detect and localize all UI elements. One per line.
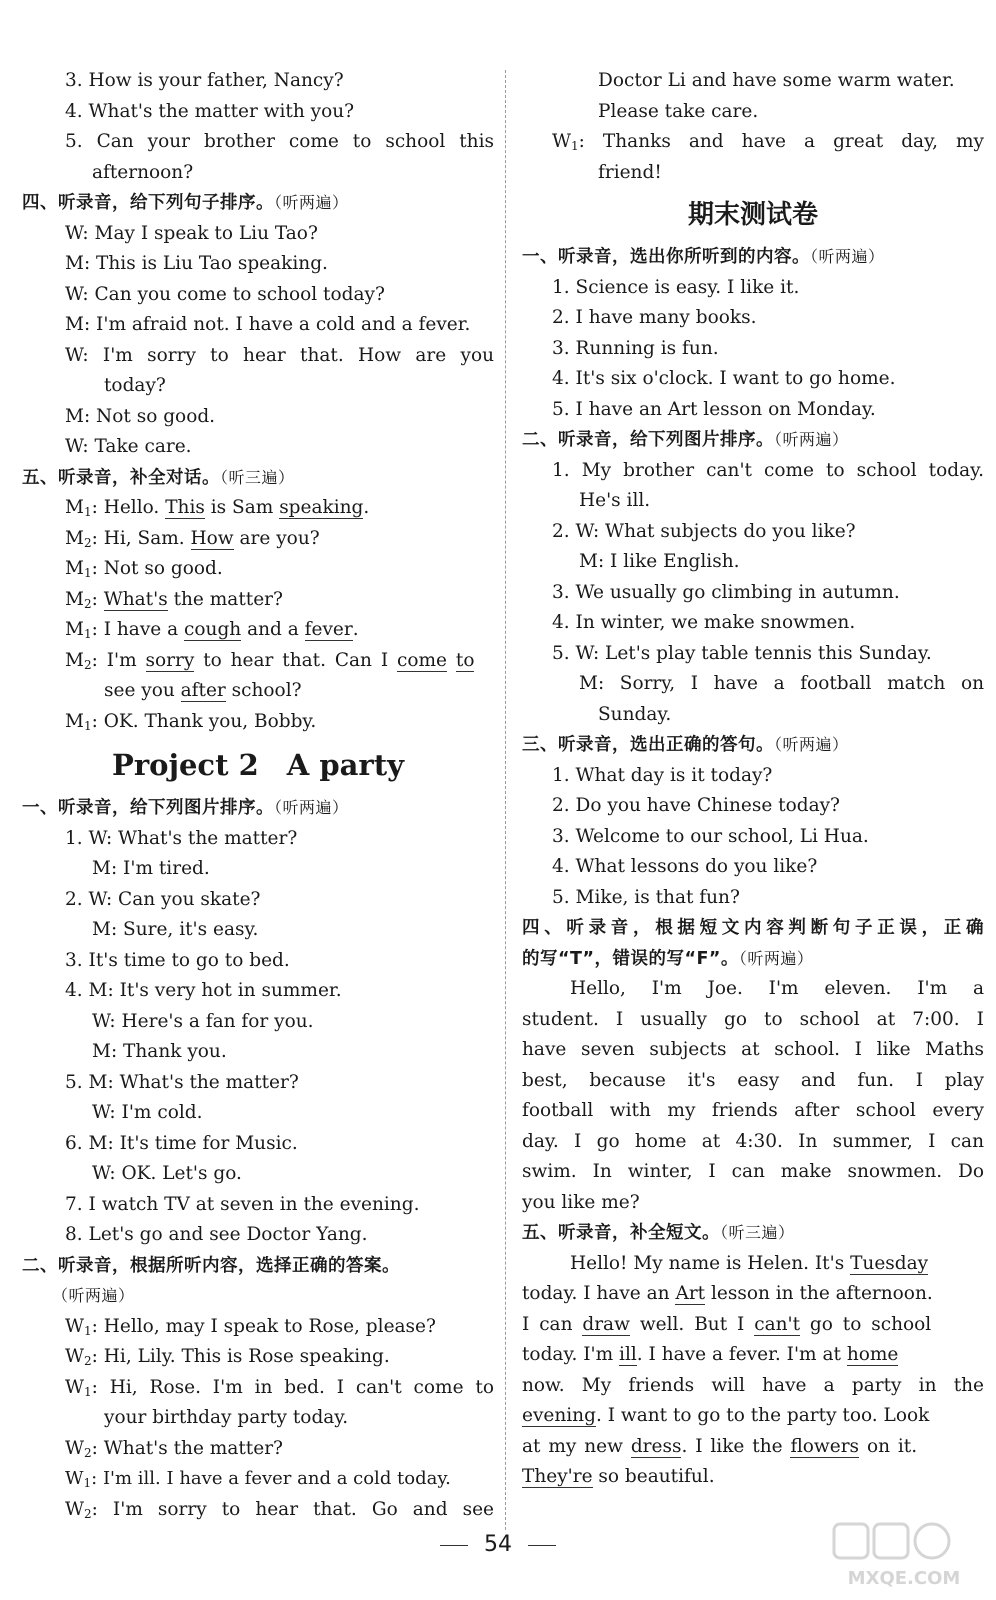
passage-line: today. I have an Art lesson in the afternoon. xyxy=(522,1283,933,1304)
item-line: 2. I have many books. xyxy=(552,307,757,328)
item-line: 1. My brother can't come to school today. xyxy=(552,459,984,481)
dialog-line: $M_1$: OK. Thank you, Bobby. xyxy=(65,710,317,733)
dialog-line: W: I'm sorry to hear that. How are you xyxy=(65,344,494,366)
project-title: Project 2 A party xyxy=(112,748,404,782)
item-line: 2. Do you have Chinese today? xyxy=(552,795,840,816)
dialog-line: your birthday party today. xyxy=(104,1407,349,1428)
passage-line: day. I go home at 4:30. In summer, I can xyxy=(522,1130,984,1152)
item-line: 5. M: What's the matter? xyxy=(65,1071,299,1093)
item-line: 5. Mike, is that fun? xyxy=(552,886,740,908)
answer-blank: can't xyxy=(754,1313,801,1335)
item-line: 2. W: What subjects do you like? xyxy=(552,520,856,542)
passage-line: today. I'm ill. I have a fever. I'm at home xyxy=(522,1344,899,1365)
item-line: 6. M: It's time for Music. xyxy=(65,1132,298,1154)
dialog-line: M: Not so good. xyxy=(65,405,216,427)
item-line: M: Thank you. xyxy=(92,1041,227,1062)
item-line: 4. What lessons do you like? xyxy=(552,856,818,877)
watermark-logo xyxy=(830,1522,978,1592)
dialog-line: Doctor Li and have some warm water. xyxy=(598,70,955,91)
dialog-line: $W_1$: I'm ill. I have a fever and a cold today. xyxy=(65,1468,451,1490)
answer-blank: Art xyxy=(675,1283,706,1304)
section-heading: 五、听录音，补全对话。（听三遍） xyxy=(22,467,295,488)
passage-line: you like me? xyxy=(522,1191,640,1213)
column-divider xyxy=(505,70,506,1530)
answer-blank: to xyxy=(455,649,475,671)
text-line: 4. What's the matter with you? xyxy=(65,100,355,122)
passage-line: now. My friends will have a party in the xyxy=(522,1374,984,1396)
dialog-line: $W_2$: I'm sorry to hear that. Go and see xyxy=(65,1498,494,1521)
exam-title: 期末测试卷 xyxy=(687,200,818,230)
item-line: M: I'm tired. xyxy=(92,858,210,879)
item-line: W: I'm cold. xyxy=(92,1102,203,1123)
answer-blank: dress xyxy=(630,1435,682,1457)
passage-line: evening. I want to go to the party too. Look xyxy=(522,1405,930,1426)
dialog-line: $M_1$: I have a cough and a fever. xyxy=(65,619,359,641)
answer-blank: come xyxy=(397,649,448,671)
section-heading: 四、听录音，根据短文内容判断句子正误，正确 xyxy=(522,918,984,938)
dialog-line: $M_2$: Hi, Sam. How are you? xyxy=(65,527,320,550)
section-heading: 二、听录音，给下列图片排序。（听两遍） xyxy=(522,430,849,450)
item-line: M: Sorry, I have a football match on xyxy=(579,673,984,694)
section-heading: 三、听录音，选出正确的答句。（听两遍） xyxy=(522,735,849,755)
item-line: 4. In winter, we make snowmen. xyxy=(552,612,856,633)
answer-blank: What's xyxy=(103,588,168,610)
dialog-line: $W_1$: Thanks and have a great day, my xyxy=(552,131,984,153)
item-line: 3. We usually go climbing in autumn. xyxy=(552,581,900,603)
answer-blank: after xyxy=(180,680,226,701)
answer-blank: They're xyxy=(522,1466,593,1487)
answer-blank: This xyxy=(165,497,205,518)
dialog-line: $W_1$: Hello, may I speak to Rose, please? xyxy=(65,1315,436,1338)
item-line: 1. Science is easy. I like it. xyxy=(552,276,800,298)
item-line: 4. M: It's very hot in summer. xyxy=(65,980,342,1001)
dialog-line: M: This is Liu Tao speaking. xyxy=(65,253,328,274)
right-column xyxy=(522,66,984,1493)
dialog-line: today? xyxy=(104,375,166,396)
answer-blank: Tuesday xyxy=(850,1252,929,1274)
section-heading-note: （听两遍） xyxy=(52,1286,135,1305)
svg-text:MXQE.COM: MXQE.COM xyxy=(847,1568,961,1589)
dialog-line: $W_2$: What's the matter? xyxy=(65,1437,283,1460)
left-column xyxy=(22,66,494,1525)
dialog-line: $M_2$: I'm sorry to hear that. Can I come to xyxy=(65,649,475,672)
dialog-line: $M_1$: Not so good. xyxy=(65,558,223,580)
item-line: 3. Running is fun. xyxy=(552,337,719,359)
dialog-line: $M_1$: Hello. This is Sam speaking. xyxy=(65,497,370,519)
passage-line: They're so beautiful. xyxy=(522,1466,715,1487)
answer-blank: cough xyxy=(184,619,242,640)
answer-blank: fever xyxy=(304,619,353,640)
item-line: He's ill. xyxy=(579,490,651,511)
text-line: 5. Can your brother come to school this xyxy=(65,131,494,152)
item-line: W: OK. Let's go. xyxy=(92,1163,242,1184)
dialog-line: $M_2$: What's the matter? xyxy=(65,588,283,611)
section-heading: 四、听录音，给下列句子排序。（听两遍） xyxy=(22,193,349,213)
section-heading: 二、听录音，根据所听内容，选择正确的答案。 xyxy=(22,1255,400,1276)
item-line: 3. It's time to go to bed. xyxy=(65,949,290,971)
passage-line: I can draw well. But I can't go to school xyxy=(522,1313,932,1335)
passage-line: Hello, I'm Joe. I'm eleven. I'm a xyxy=(570,978,984,999)
dialog-line: friend! xyxy=(598,161,662,183)
section-heading: 一、听录音，选出你所听到的内容。（听两遍） xyxy=(522,247,885,267)
section-heading: 的写“T”，错误的写“F”。（听两遍） xyxy=(522,948,814,969)
dialog-line: W: Take care. xyxy=(65,436,192,457)
item-line: 1. W: What's the matter? xyxy=(65,827,298,849)
passage-line: at my new dress. I like the flowers on it. xyxy=(522,1435,918,1457)
passage-line: swim. In winter, I can make snowmen. Do xyxy=(522,1161,984,1182)
dialog-line: $W_2$: Hi, Lily. This is Rose speaking. xyxy=(65,1346,390,1368)
section-heading: 五、听录音，补全短文。（听三遍） xyxy=(522,1223,795,1243)
item-line: 5. I have an Art lesson on Monday. xyxy=(552,398,876,420)
dialog-line: see you after school? xyxy=(104,680,302,701)
dialog-line: W: Can you come to school today? xyxy=(65,283,385,305)
item-line: Sunday. xyxy=(598,703,672,725)
passage-line: student. I usually go to school at 7:00. I xyxy=(522,1008,984,1030)
item-line: M: Sure, it's easy. xyxy=(92,919,259,940)
passage-line: Hello! My name is Helen. It's Tuesday xyxy=(570,1252,929,1274)
item-line: 8. Let's go and see Doctor Yang. xyxy=(65,1224,368,1245)
item-line: W: Here's a fan for you. xyxy=(92,1010,314,1032)
answer-blank: flowers xyxy=(790,1435,860,1457)
dialog-line: Please take care. xyxy=(598,100,759,122)
passage-line: football with my friends after school every xyxy=(522,1100,984,1121)
dialog-line: $W_1$: Hi, Rose. I'm in bed. I can't come to xyxy=(65,1376,494,1399)
item-line: 5. W: Let's play table tennis this Sunday. xyxy=(552,642,932,664)
answer-blank: How xyxy=(190,527,234,549)
item-line: M: I like English. xyxy=(579,551,740,572)
item-line: 3. Welcome to our school, Li Hua. xyxy=(552,825,869,847)
section-heading: 一、听录音，给下列图片排序。（听两遍） xyxy=(22,798,349,818)
text-line: afternoon? xyxy=(92,161,194,183)
answer-blank: draw xyxy=(582,1313,630,1335)
answer-blank: evening xyxy=(522,1405,596,1426)
dialog-line: M: I'm afraid not. I have a cold and a fever. xyxy=(65,314,471,335)
item-line: 2. W: Can you skate? xyxy=(65,888,261,910)
answer-blank: sorry xyxy=(145,649,195,671)
item-line: 4. It's six o'clock. I want to go home. xyxy=(552,368,896,389)
item-line: 7. I watch TV at seven in the evening. xyxy=(65,1193,420,1215)
answer-blank: home xyxy=(846,1344,899,1365)
answer-blank: speaking xyxy=(279,497,364,518)
passage-line: have seven subjects at school. I like Maths xyxy=(522,1039,984,1060)
item-line: 1. What day is it today? xyxy=(552,764,773,786)
passage-line: best, because it's easy and fun. I play xyxy=(522,1069,984,1091)
text-line: 3. How is your father, Nancy? xyxy=(65,70,344,91)
answer-blank: ill xyxy=(619,1344,637,1365)
dialog-line: W: May I speak to Liu Tao? xyxy=(65,222,318,244)
page-number: 54 xyxy=(0,1532,996,1557)
